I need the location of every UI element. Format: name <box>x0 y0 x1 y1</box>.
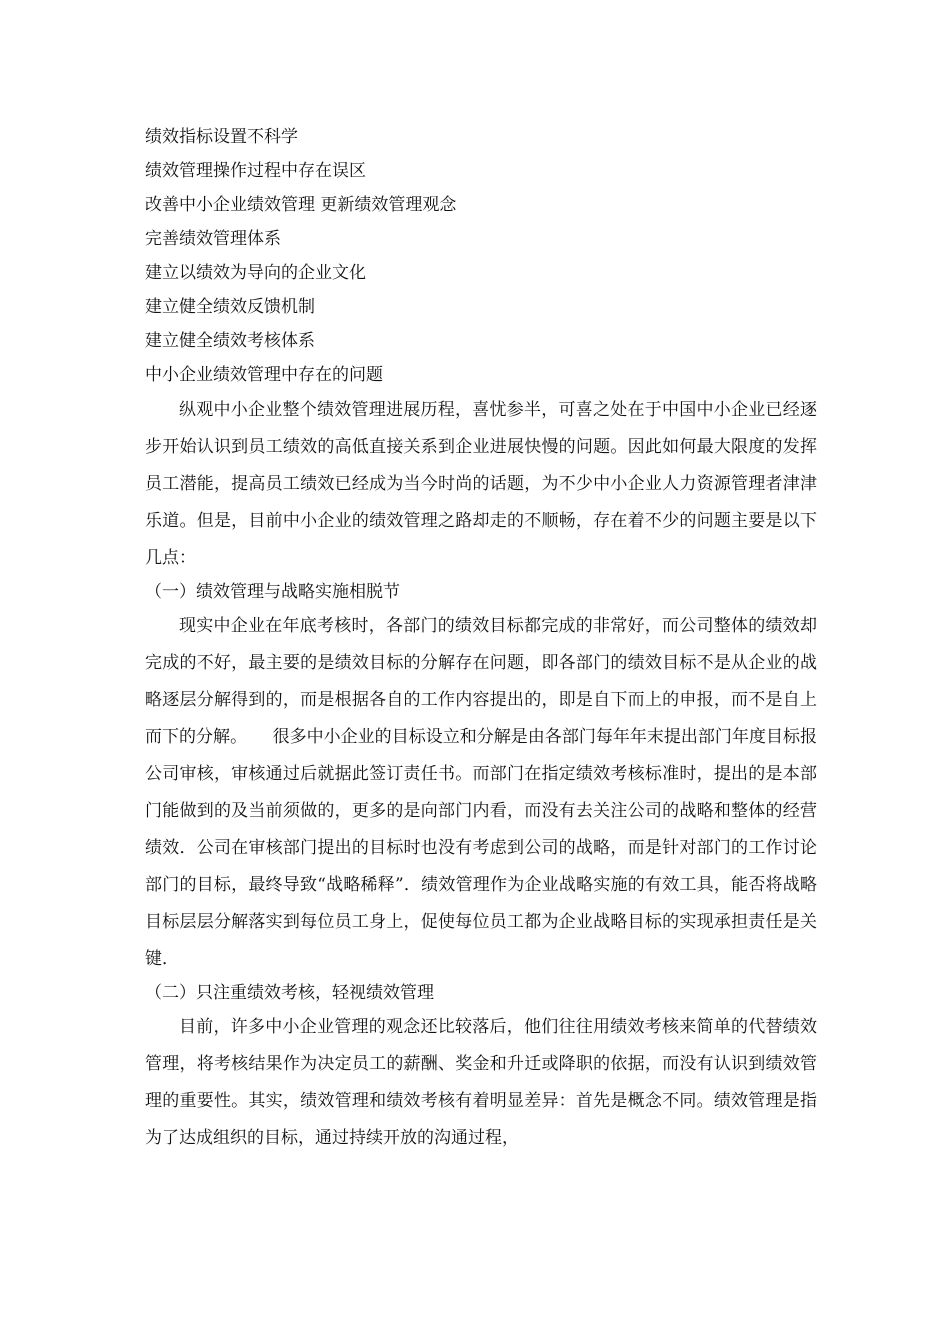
section-1-paragraph: 现实中企业在年底考核时，各部门的绩效目标都完成的非常好，而公司整体的绩效却完成的不好，最主要的是绩效目标的分解存在问题，即各部门的绩效目标不是从企业的战略逐层分解得到的，而是根据各自的工作内容提出的，即是自下而上的申报，而不是自上而下的分解。 很多中小企业的目标设立和分解是由各部门每年年末提出部门年度目标报公司审核，审核通过后就据此签订责任书。而部门在指定绩效考核标准时，提出的是本部门能做到的及当前须做的，更多的是向部门内看，而没有去关注公司的战略和整体的经营绩效．公司在审核部门提出的目标时也没有考虑到公司的战略，而是针对部门的工作讨论部门的目标，最终导致“战略稀释”．绩效管理作为企业战略实施的有效工具，能否将战略目标层层分解落实到每位员工身上，促使每位员工都为企业战略目标的实现承担责任是关键． <box>145 616 817 969</box>
toc-item: 完善绩效管理体系 <box>145 229 281 249</box>
body-content <box>145 392 817 1157</box>
toc-item: 中小企业绩效管理中存在的问题 <box>145 365 383 385</box>
toc-item: 绩效指标设置不科学 <box>145 127 298 147</box>
toc-item: 建立以绩效为导向的企业文化 <box>145 263 366 283</box>
table-of-contents <box>145 120 845 392</box>
toc-item: 改善中小企业绩效管理 更新绩效管理观念 <box>145 195 457 215</box>
toc-item: 建立健全绩效反馈机制 <box>145 297 315 317</box>
section-heading-2: （二）只注重绩效考核，轻视绩效管理 <box>145 983 434 1003</box>
intro-paragraph: 纵观中小企业整个绩效管理进展历程，喜忧参半，可喜之处在于中国中小企业已经逐步开始认识到员工绩效的高低直接关系到企业进展快慢的问题。因此如何最大限度的发挥员工潜能，提高员工绩效已经成为当今时尚的话题，为不少中小企业人力资源管理者津津乐道。但是，目前中小企业的绩效管理之路却走的不顺畅，存在着不少的问题主要是以下几点： <box>145 400 817 568</box>
toc-item: 绩效管理操作过程中存在误区 <box>145 161 366 181</box>
toc-item: 建立健全绩效考核体系 <box>145 331 315 351</box>
section-heading-1: （一）绩效管理与战略实施相脱节 <box>145 582 400 602</box>
section-2-paragraph: 目前，许多中小企业管理的观念还比较落后，他们往往用绩效考核来简单的代替绩效管理，将考核结果作为决定员工的薪酬、奖金和升迁或降职的依据，而没有认识到绩效管理的重要性。其实，绩效管理和绩效考核有着明显差异：首先是概念不同。绩效管理是指为了达成组织的目标，通过持续开放的沟通过程， <box>145 1017 817 1148</box>
